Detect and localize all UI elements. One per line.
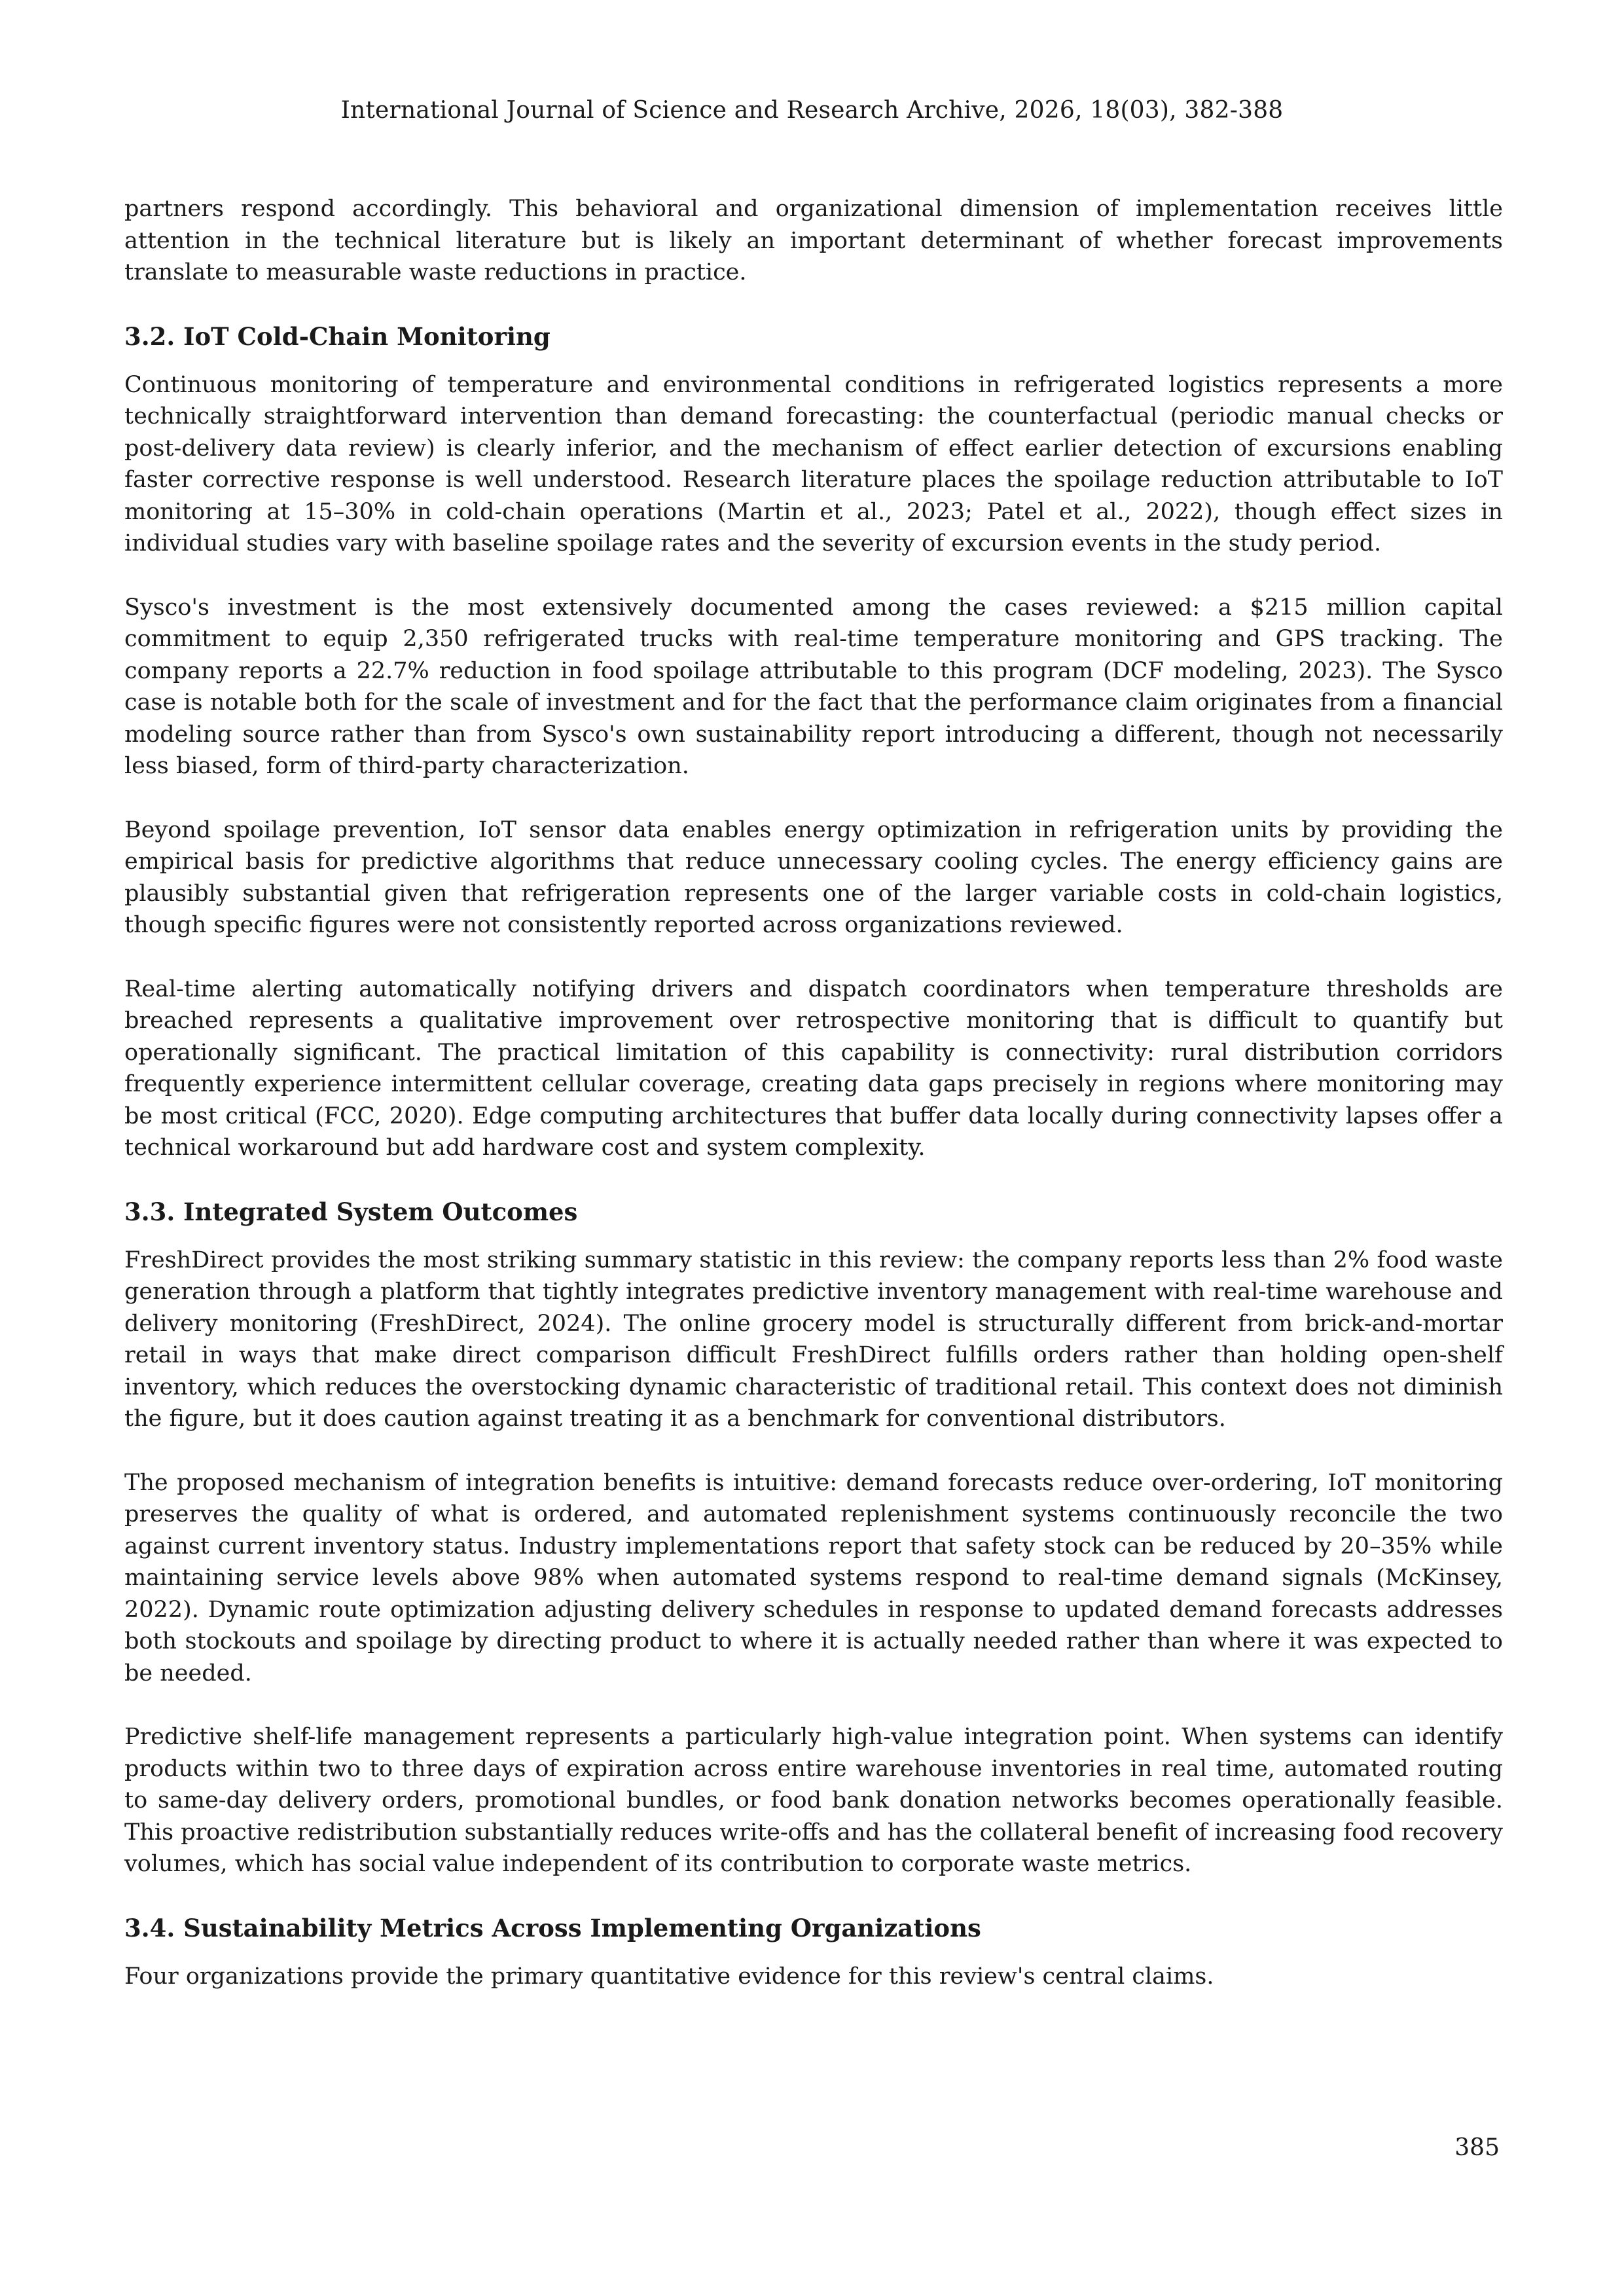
journal-header: International Journal of Science and Research Archive, 2026, 18(03), 382-388 <box>340 97 1284 124</box>
article-body <box>124 193 1503 2024</box>
paragraph: Beyond spoilage prevention, IoT sensor data enables energy optimization in refrigeration units by providing the empirical basis for predictive algorithms that reduce unnecessary cooling cycles. The energy efficiency gains are plausibly substantial given that refrigeration represents one of the larger variable costs in cold-chain logistics, though specific figures were not consistently reported across organizations reviewed. <box>124 816 1503 938</box>
paragraph: partners respond accordingly. This behavioral and organizational dimension of implementation receives little attention in the technical literature but is likely an important determinant of whether forecast improvements translate to measurable waste reductions in practice. <box>124 196 1503 285</box>
paragraph: The proposed mechanism of integration benefits is intuitive: demand forecasts reduce over-ordering, IoT monitoring preserves the quality of what is ordered, and automated replenishment systems continuously reconcile the two against current inventory status. Industry implementations report that safety stock can be reduced by 20–35% while maintaining service levels above 98% when automated systems respond to real-time demand signals (McKinsey, 2022). Dynamic route optimization adjusting delivery schedules in response to updated demand forecasts addresses both stockouts and spoilage by directing product to where it is actually needed rather than where it was expected to be needed. <box>124 1469 1503 1686</box>
paragraph: Predictive shelf-life management represents a particularly high-value integration point. When systems can identify products within two to three days of expiration across entire warehouse inventories in real time, automated routing to same-day delivery orders, promotional bundles, or food bank donation networks becomes operationally feasible. This proactive redistribution substantially reduces write-offs and has the collateral benefit of increasing food recovery volumes, which has social value independent of its contribution to corporate waste metrics. <box>124 1724 1503 1877</box>
section-heading: 3.2. IoT Cold-Chain Monitoring <box>124 321 550 351</box>
paragraph: Continuous monitoring of temperature and environmental conditions in refrigerated logistics represents a more technically straightforward intervention than demand forecasting: the counterfactual (periodic manual checks or post-delivery data review) is clearly inferior, and the mechanism of effect earlier detection of excursions enabling faster corrective response is well understood. Research literature places the spoilage reduction attributable to IoT monitoring at 15–30% in cold-chain operations (Martin et al., 2023; Patel et al., 2022), though effect sizes in individual studies vary with baseline spoilage rates and the severity of excursion events in the study period. <box>124 371 1503 556</box>
paragraph: Four organizations provide the primary quantitative evidence for this review's central claims. <box>124 1963 1214 1990</box>
paragraph: Real-time alerting automatically notifying drivers and dispatch coordinators when temperature thresholds are breached represents a qualitative improvement over retrospective monitoring that is difficult to quantify but operationally significant. The practical limitation of this capability is connectivity: rural distribution corridors frequently experience intermittent cellular coverage, creating data gaps precisely in regions where monitoring may be most critical (FCC, 2020). Edge computing architectures that buffer data locally during connectivity lapses offer a technical workaround but add hardware cost and system complexity. <box>124 975 1503 1161</box>
page-number: 385 <box>1454 2134 1500 2161</box>
paragraph: FreshDirect provides the most striking summary statistic in this review: the company reports less than 2% food waste generation through a platform that tightly integrates predictive inventory management with real-time warehouse and delivery monitoring (FreshDirect, 2024). The online grocery model is structurally different from brick-and-mortar retail in ways that make direct comparison difficult FreshDirect fulfills orders rather than holding open-shelf inventory, which reduces the overstocking dynamic characteristic of traditional retail. This context does not diminish the figure, but it does caution against treating it as a benchmark for conventional distributors. <box>124 1247 1503 1432</box>
section-heading: 3.4. Sustainability Metrics Across Implementing Organizations <box>124 1913 981 1942</box>
paragraph: Sysco's investment is the most extensively documented among the cases reviewed: a $215 million capital commitment to equip 2,350 refrigerated trucks with real-time temperature monitoring and GPS tracking. The company reports a 22.7% reduction in food spoilage attributable to this program (DCF modeling, 2023). The Sysco case is notable both for the scale of investment and for the fact that the performance claim originates from a financial modeling source rather than from Sysco's own sustainability report introducing a different, though not necessarily less biased, form of third-party characterization. <box>124 594 1503 779</box>
section-heading: 3.3. Integrated System Outcomes <box>124 1197 578 1226</box>
